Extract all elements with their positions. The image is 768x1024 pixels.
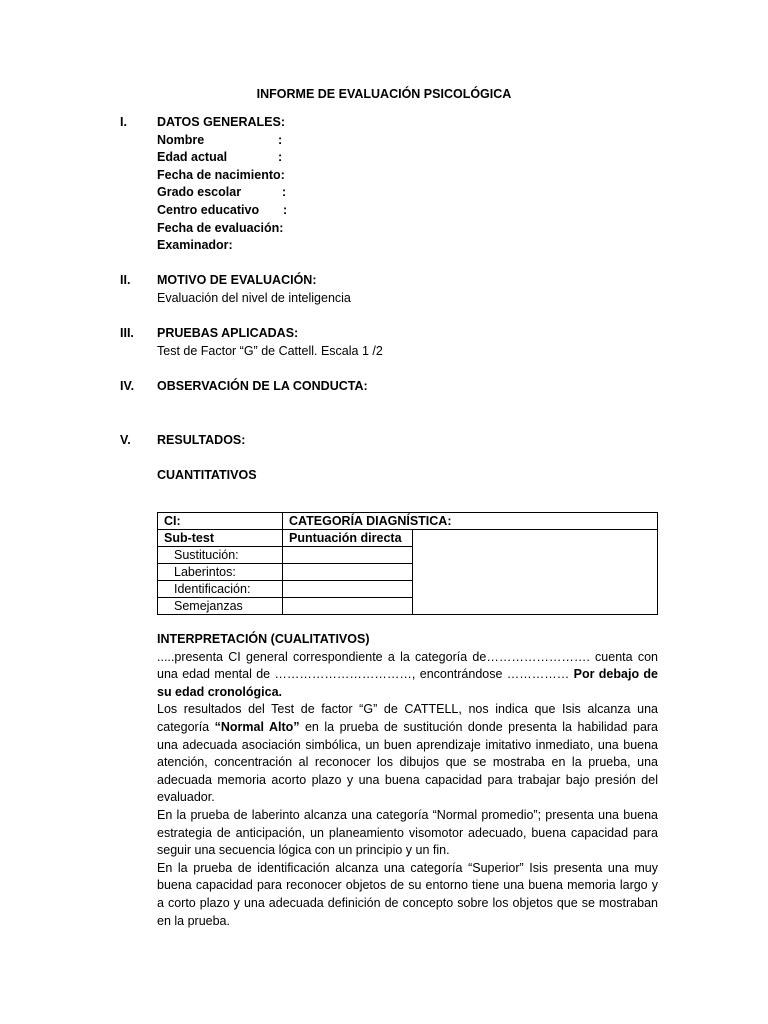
section-text: Test de Factor “G” de Cattell. Escala 1 /2 [157,343,383,358]
score-cell [283,598,413,615]
section-heading: RESULTADOS: [157,433,246,447]
section-number: III. [120,326,134,340]
field-edad-actual: Edad actual : [157,150,283,165]
section-number: I. [120,115,127,129]
field-fecha-evaluacion: Fecha de evaluación: [157,220,284,235]
score-header: Puntuación directa [283,530,413,547]
score-cell [283,564,413,581]
section-text: Evaluación del nivel de inteligencia [157,290,351,305]
interpretation-paragraph: .....presenta CI general correspondiente a la categoría de……………………. cuenta con una edad mental de ……………………………, encontrándose …………… Por debajo de su edad cronológica. [157,649,659,699]
section-number: II. [120,273,131,287]
score-cell [283,547,413,564]
interpretation-paragraph: En la prueba de laberinto alcanza una categoría “Normal promedio”; presenta una buena estrategia de anticipación, un planeamiento visomotor adecuado, buena capacidad para seguir una secuencia lógica con un principio y un fin. [157,807,658,858]
ci-label: CI: [158,513,283,530]
subtest-header: Sub-test [158,530,283,547]
section-heading: OBSERVACIÓN DE LA CONDUCTA: [157,379,368,393]
field-grado-escolar: Grado escolar : [157,185,287,200]
field-centro-educativo: Centro educativo : [157,202,288,217]
section-heading: DATOS GENERALES: [157,115,286,129]
subtest-name: Identificación: [158,581,283,598]
field-nombre: Nombre : [157,132,283,147]
subtest-name: Sustitución: [158,547,283,564]
results-table [157,512,658,615]
category-label: CATEGORÍA DIAGNÍSTICA: [283,513,658,530]
section-number: IV. [120,379,135,393]
score-cell [283,581,413,598]
interpretation-paragraph: Los resultados del Test de factor “G” de CATTELL, nos indica que Isis alcanza una categoría “Normal Alto” en la prueba de sustitución donde presenta la habilidad para una adecuada asociación simbólica, un buen aprendizaje imitativo inmediato, una buena atención, concentración al reconocer los dibujos que se mostraba en la prueba, una adecuada memoria acorto plazo y una buena capacidad para trabajar bajo presión del evaluador. [157,702,659,805]
interpretation-block [157,631,658,930]
subtest-name: Semejanzas [158,598,283,615]
subtest-name: Laberintos: [158,564,283,581]
table-row [158,530,658,547]
table-row [158,513,658,530]
category-cell [413,530,658,615]
interpretation-paragraph: En la prueba de identificación alcanza una categoría “Superior” Isis presenta una muy buena capacidad para reconocer objetos de su entorno tiene una buena memoria largo y a corto plazo y una adecuada definición de concepto sobre los objetos que se mostraban en la prueba. [157,860,658,928]
field-fecha-nacimiento: Fecha de nacimiento: [157,167,285,182]
section-number: V. [120,433,131,447]
interpretation-heading: INTERPRETACIÓN (CUALITATIVOS) [157,632,370,646]
document-title: INFORME DE EVALUACIÓN PSICOLÓGICA [256,87,512,101]
field-examinador: Examinador: [157,238,233,253]
section-heading: PRUEBAS APLICADAS: [157,326,299,340]
subheading-cuantitativos: CUANTITATIVOS [157,468,257,482]
section-heading: MOTIVO DE EVALUACIÓN: [157,273,317,287]
